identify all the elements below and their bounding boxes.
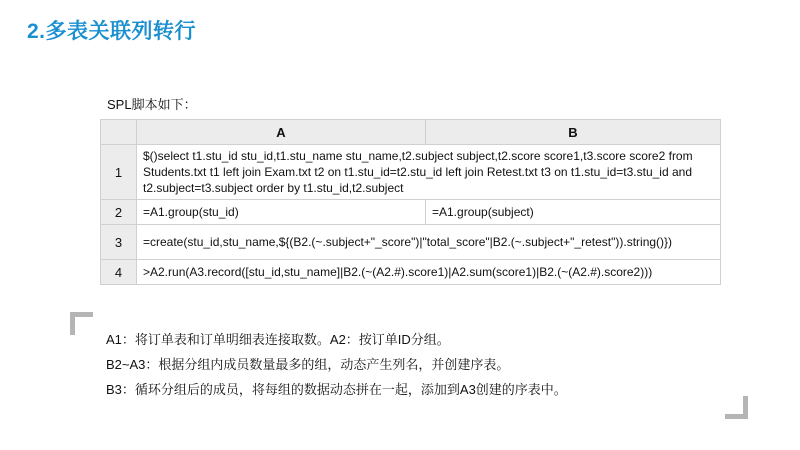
- cell-a2: =A1.group(stu_id): [137, 200, 426, 225]
- notes: [106, 327, 567, 402]
- slide-title: 2.多表关联列转行: [27, 20, 197, 43]
- row-number: 3: [101, 225, 137, 260]
- table-row: [101, 200, 721, 225]
- note-line: B3：循环分组后的成员，将每组的数据动态拼在一起，添加到A3创建的序表中。: [106, 382, 567, 397]
- note-line: B2~A3：根据分组内成员数量最多的组，动态产生列名，并创建序表。: [106, 357, 510, 372]
- row-number: 1: [101, 145, 137, 200]
- spl-script-table: [100, 119, 721, 285]
- table-row: [101, 225, 721, 260]
- row-number: 2: [101, 200, 137, 225]
- cell-a1: $()select t1.stu_id stu_id,t1.stu_name stu_name,t2.subject subject,t2.score score1,t3.score score2 from Students.txt t1 left join Exam.txt t2 on t1.stu_id=t2.stu_id left join Retest.txt t3 on t1.stu_id=t3.stu_id and t2.subject=t3.subject order by t1.stu_id,t2.subject: [137, 145, 721, 200]
- intro-text: SPL脚本如下：: [107, 97, 197, 112]
- note-line: A1：将订单表和订单明细表连接取数。A2：按订单ID分组。: [106, 332, 450, 347]
- cell-a3: =create(stu_id,stu_name,${(B2.(~.subject+"_score")|"total_score"|B2.(~.subject+"_retest")).string()}): [137, 225, 721, 260]
- table-row: [101, 145, 721, 200]
- cell-a4: >A2.run(A3.record([stu_id,stu_name]|B2.(~(A2.#).score1)|A2.sum(score1)|B2.(~(A2.#).score2))): [137, 260, 721, 285]
- column-header-b: B: [426, 120, 721, 145]
- table-row: [101, 260, 721, 285]
- cell-b2: =A1.group(subject): [426, 200, 721, 225]
- row-number: 4: [101, 260, 137, 285]
- column-header-a: A: [137, 120, 426, 145]
- corner-bracket-top-left: [70, 312, 93, 335]
- corner-header: [101, 120, 137, 145]
- table-header-row: [101, 120, 721, 145]
- corner-bracket-bottom-right: [725, 396, 748, 419]
